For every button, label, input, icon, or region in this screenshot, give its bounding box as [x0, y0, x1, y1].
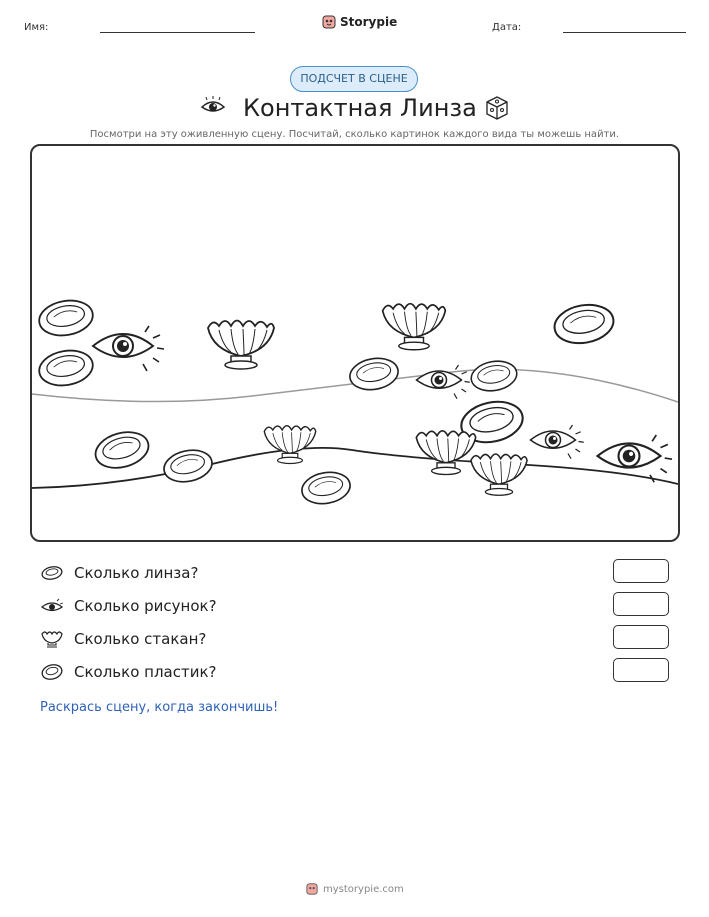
question-text: Сколько стакан?	[74, 630, 207, 648]
name-label: Имя:	[24, 22, 49, 33]
name-line[interactable]	[100, 32, 255, 33]
scene-illustration	[32, 146, 678, 540]
question-text: Сколько линза?	[74, 564, 199, 582]
footer-site: mystorypie.com	[323, 883, 404, 895]
activity-badge: ПОДСЧЕТ В СЦЕНЕ	[290, 66, 418, 92]
eye-icon	[200, 96, 226, 116]
coloring-note: Раскрась сцену, когда закончишь!	[40, 700, 279, 715]
date-label: Дата:	[492, 22, 522, 33]
question-row-cup	[40, 627, 206, 651]
answer-box-cup[interactable]	[613, 625, 669, 649]
question-text: Сколько рисунок?	[74, 597, 217, 615]
brand-name: Storypie	[340, 15, 398, 29]
answer-box-eye[interactable]	[613, 592, 669, 616]
storypie-mascot-icon	[322, 14, 336, 30]
question-text: Сколько пластик?	[74, 663, 217, 681]
question-row-plastic	[40, 660, 217, 684]
dice-icon	[483, 93, 511, 121]
lens-icon	[40, 564, 64, 582]
page-title: Контактная Линза	[243, 94, 477, 122]
instructions: Посмотри на эту оживленную сцену. Посчитай, сколько картинок каждого вида ты можешь найти.	[89, 129, 620, 140]
brand-logo	[322, 12, 397, 32]
cup-icon	[40, 629, 64, 649]
footer-brand	[306, 880, 404, 898]
question-row-lens	[40, 561, 198, 585]
answer-box-lens[interactable]	[613, 559, 669, 583]
answer-box-plastic[interactable]	[613, 658, 669, 682]
storypie-mascot-icon	[306, 882, 318, 896]
eye-icon	[40, 597, 64, 615]
counting-scene[interactable]	[30, 144, 680, 542]
plastic-lens-icon	[40, 663, 64, 681]
question-row-eye	[40, 594, 217, 618]
date-line[interactable]	[563, 32, 686, 33]
